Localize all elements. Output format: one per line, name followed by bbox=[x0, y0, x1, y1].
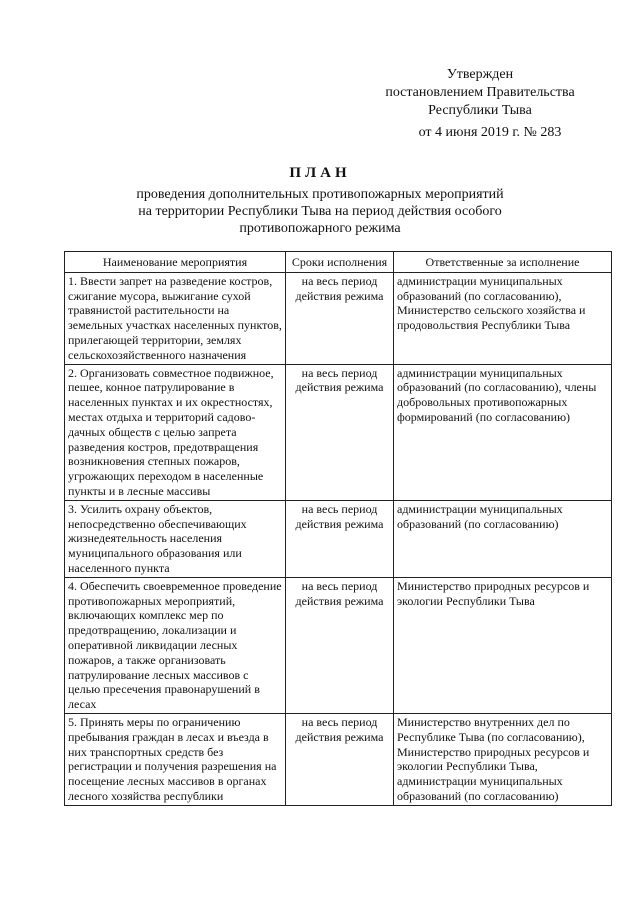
table-row bbox=[65, 364, 612, 500]
responsible-cell: администрации муниципальных образований (по согласованию), члены добровольных противопожарных формирований (по согласованию) bbox=[394, 364, 612, 500]
table-row bbox=[65, 713, 612, 805]
document-title: ПЛАН bbox=[289, 165, 351, 181]
table-row bbox=[65, 577, 612, 713]
responsible-cell: Министерство природных ресурсов и экологии Республики Тыва bbox=[394, 577, 612, 713]
term-cell: на весь период действия режима bbox=[286, 272, 394, 364]
measure-cell: 1. Ввести запрет на разведение костров, сжигание мусора, выжигание сухой травянистой растительности на земельных участках населенных пунктов, прилегающей территории, землях сельскохозяйственного назначения bbox=[65, 272, 286, 364]
measure-cell: 5. Принять меры по ограничению пребывания граждан в лесах и въезда в них транспортных средств без регистрации и получения разрешения на посещение лесных массивов в органах лесного хозяйства республики bbox=[65, 713, 286, 805]
approval-stamp bbox=[380, 66, 580, 120]
term-cell: на весь период действия режима bbox=[286, 577, 394, 713]
approval-date: от 4 июня 2019 г. № 283 bbox=[418, 125, 562, 140]
responsible-cell: администрации муниципальных образований (по согласованию) bbox=[394, 500, 612, 577]
term-cell: на весь период действия режима bbox=[286, 713, 394, 805]
approval-line-2: постановлением Правительства bbox=[385, 85, 575, 100]
measure-cell: 2. Организовать совместное подвижное, пешее, конное патрулирование в населенных пунктах и их окрестностях, местах отдыха и территорий садово-дачных обществ с целью запрета разведения костров, предотвращения возникновения степных пожаров, угрожающих переходом в населенные пункты и в лесные массивы bbox=[65, 364, 286, 500]
measure-cell: 4. Обеспечить своевременное проведение противопожарных мероприятий, включающих комплекс мер по предотвращению, локализации и оперативной ликвидации лесных пожаров, а также организовать патрулирование лесных массивов с целью пресечения правонарушений в лесах bbox=[65, 577, 286, 713]
responsible-cell: Министерство внутренних дел по Республике Тыва (по согласованию), Министерство природных ресурсов и экологии Республики Тыва, администрации муниципальных образований (по согласованию) bbox=[394, 713, 612, 805]
approval-line-3: Республики Тыва bbox=[428, 103, 532, 118]
term-cell: на весь период действия режима bbox=[286, 500, 394, 577]
document-subtitle: проведения дополнительных противопожарных мероприятий на территории Республики Тыва на период действия особого противопожарного режима bbox=[136, 187, 504, 236]
approval-line-1: Утвержден bbox=[446, 67, 514, 82]
table-row bbox=[65, 272, 612, 364]
table-row bbox=[65, 500, 612, 577]
header-responsible: Ответственные за исполнение bbox=[394, 252, 612, 273]
measure-cell: 3. Усилить охрану объектов, непосредственно обеспечивающих жизнедеятельность населения муниципального образования или населенного пункта bbox=[65, 500, 286, 577]
plan-table bbox=[64, 251, 612, 806]
term-cell: на весь период действия режима bbox=[286, 364, 394, 500]
table-header-row bbox=[65, 252, 612, 273]
header-measure: Наименование мероприятия bbox=[65, 252, 286, 273]
responsible-cell: администрации муниципальных образований (по согласованию), Министерство сельского хозяйства и продовольствия Республики Тыва bbox=[394, 272, 612, 364]
header-term: Сроки исполнения bbox=[286, 252, 394, 273]
